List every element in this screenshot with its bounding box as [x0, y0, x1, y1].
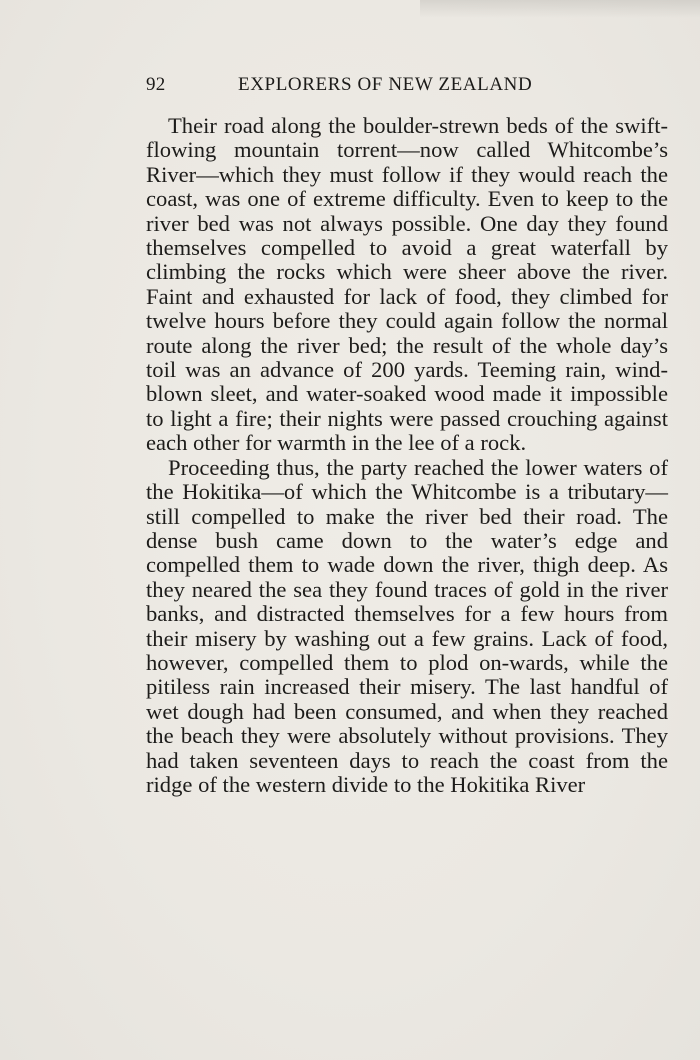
body-text: [146, 114, 668, 797]
running-head: EXPLORERS OF NEW ZEALAND: [238, 74, 533, 95]
page-header: [146, 74, 666, 100]
page-number: 92: [146, 74, 166, 95]
paragraph: Their road along the boulder-strewn beds of the swift-flowing mountain torrent—now called Whitcombe’s River—which they must follow if they would reach the coast, was one of extreme difficulty. Even to keep to the river bed was not always possible. One day they found themselves compelled to avoid a great waterfall by climbing the rocks which were sheer above the river. Faint and exhausted for lack of food, they climbed for twelve hours before they could again follow the normal route along the river bed; the result of the whole day’s toil was an advance of 200 yards. Teeming rain, wind-blown sleet, and water-soaked wood made it impossible to light a fire; their nights were passed crouching against each other for warmth in the lee of a rock.: [146, 113, 668, 456]
scan-smudge: [420, 0, 700, 18]
paragraph: Proceeding thus, the party reached the lower waters of the Hokitika—of which the Whitcombe is a tributary—still compelled to make the river bed their road. The dense bush came down to the water’s edge and compelled them to wade down the river, thigh deep. As they neared the sea they found traces of gold in the river banks, and distracted themselves for a few hours from their misery by washing out a few grains. Lack of food, however, compelled them to plod on-wards, while the pitiless rain increased their misery. The last handful of wet dough had been consumed, and when they reached the beach they were absolutely without provisions. They had taken seventeen days to reach the coast from the ridge of the western divide to the Hokitika River: [146, 454, 668, 797]
